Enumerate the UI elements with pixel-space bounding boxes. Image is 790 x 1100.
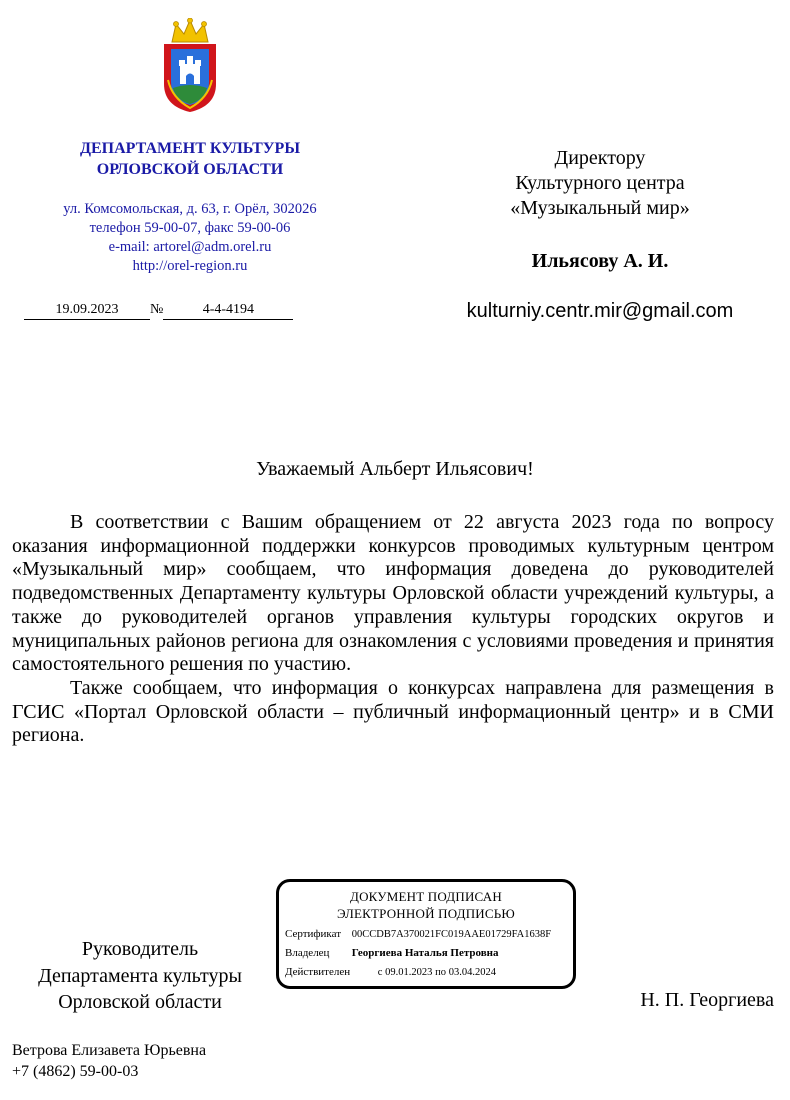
recipient-line1: Директору <box>554 147 646 169</box>
recipient-email[interactable]: kulturniy.centr.mir@gmail.com <box>466 300 734 322</box>
recipient-line2: Культурного центра <box>515 172 685 194</box>
stamp-certificate-value: 00CCDB7A370021FC019AAE01729FA1638F <box>351 929 552 940</box>
department-name-line2: ОРЛОВСКОЙ ОБЛАСТИ <box>96 161 284 178</box>
greeting: Уважаемый Альберт Ильясович! <box>256 458 534 480</box>
letter-paragraph-2: Также сообщаем, что информация о конкурсах направлена для размещения в ГСИС «Портал Орловской области – публичный информационный центр» и в СМИ региона. <box>12 676 774 747</box>
signatory-name: Н. П. Георгиева <box>640 989 774 1011</box>
signatory-position-line1: Руководитель <box>81 938 199 960</box>
stamp-certificate-row <box>285 928 551 940</box>
registration-line <box>24 302 304 320</box>
stamp-title-line1: ДОКУМЕНТ ПОДПИСАН <box>350 889 502 904</box>
sender-email[interactable]: e-mail: artorel@adm.orel.ru <box>108 239 272 255</box>
stamp-title-line2: ЭЛЕКТРОННОЙ ПОДПИСЬЮ <box>337 906 515 921</box>
department-name-line1: ДЕПАРТАМЕНТ КУЛЬТУРЫ <box>79 140 301 157</box>
recipient-line3: «Музыкальный мир» <box>510 197 690 219</box>
recipient-block <box>450 146 750 221</box>
executor-info <box>12 1040 206 1082</box>
letter-paragraph-1: В соответствии с Вашим обращением от 22 августа 2023 года по вопросу оказания информационной поддержки конкурсов проводимых культурным центром «Музыкальный мир» сообщаем, что информация доведена до руководителей подведомственных Департаменту культуры Орловской области учреждений культуры, а также до руководителей органов управления культуры городских округов и муниципальных районов региона для ознакомления с условиями проведения и принятия самостоятельного решения по участию. <box>12 511 774 676</box>
stamp-valid-from-prefix: с <box>377 967 383 978</box>
stamp-valid-to: 03.04.2024 <box>448 967 497 978</box>
coat-of-arms-icon <box>158 18 222 114</box>
stamp-validity-row <box>285 966 496 978</box>
recipient-name: Ильясову А. И. <box>531 250 669 272</box>
document-date: 19.09.2023 <box>24 302 150 320</box>
number-sign: № <box>150 302 164 317</box>
signatory-position-line3: Орловской области <box>58 991 222 1013</box>
sender-website[interactable]: http://orel-region.ru <box>132 258 248 274</box>
stamp-valid-to-prefix: по <box>435 967 447 978</box>
letter-body <box>12 511 774 748</box>
sender-address: ул. Комсомольская, д. 63, г. Орёл, 302026 <box>63 201 317 217</box>
stamp-owner-value: Георгиева Наталья Петровна <box>351 947 499 959</box>
stamp-owner-label: Владелец <box>285 947 330 959</box>
stamp-validity-label: Действителен <box>285 966 351 978</box>
stamp-certificate-label: Сертификат <box>285 928 341 940</box>
stamp-valid-from: 09.01.2023 <box>385 967 433 978</box>
sender-department <box>20 138 360 180</box>
sender-phone: телефон 59-00-07, факс 59-00-06 <box>89 220 291 236</box>
signatory-position-line2: Департамента культуры <box>38 964 242 987</box>
signatory-position <box>18 936 262 1016</box>
electronic-signature-stamp <box>276 879 576 989</box>
document-number: 4-4-4194 <box>163 302 293 320</box>
stamp-title <box>279 888 573 922</box>
sender-contacts <box>20 200 360 276</box>
executor-name: Ветрова Елизавета Юрьевна <box>12 1042 207 1059</box>
executor-phone: +7 (4862) 59-00-03 <box>12 1063 139 1080</box>
stamp-owner-row <box>285 947 499 959</box>
